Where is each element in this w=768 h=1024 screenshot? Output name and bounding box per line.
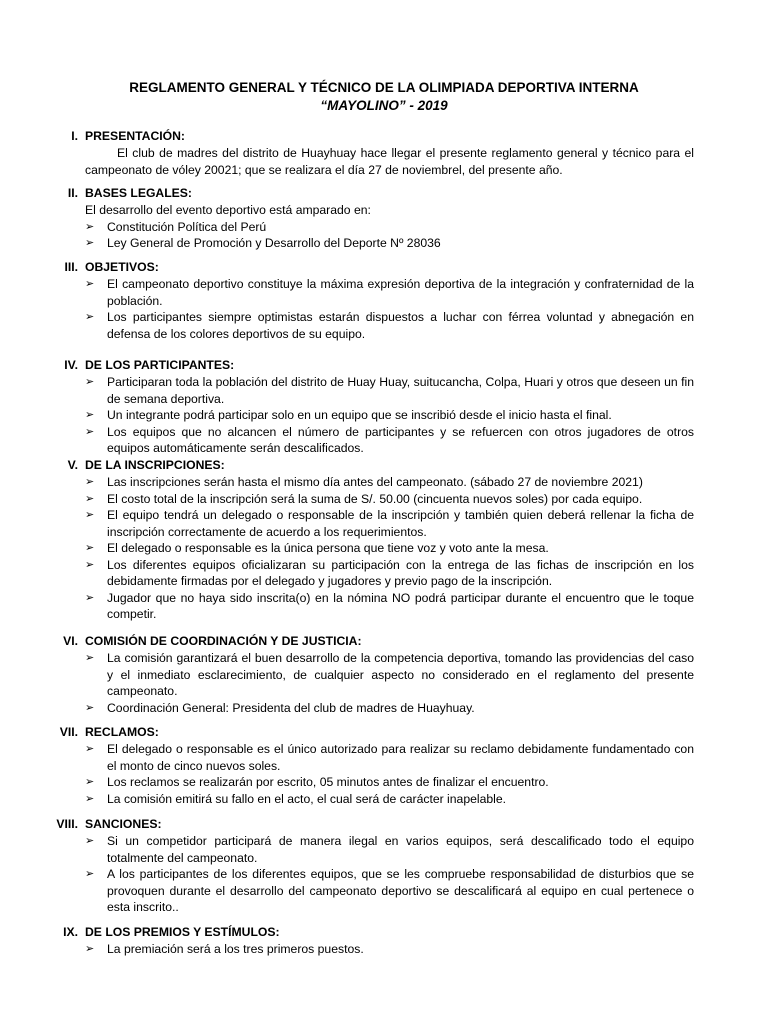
list-item: ➢ La comisión emitirá su fallo en el acto, el cual será de carácter inapelable. bbox=[85, 791, 507, 806]
section-comision bbox=[0, 633, 768, 716]
arrow-bullet-icon: ➢ bbox=[85, 509, 95, 521]
arrow-bullet-icon: ➢ bbox=[85, 652, 95, 664]
list-item: ➢ Si un competidor participará de manera ilegal en varios equipos, será descalificado todo el equipo totalmente del campeonato. bbox=[85, 834, 694, 865]
arrow-bullet-icon: ➢ bbox=[85, 376, 95, 388]
document-subtitle: “MAYOLINO” - 2019 bbox=[320, 98, 448, 113]
list-item: ➢ Jugador que no haya sido inscrita(o) en la nómina NO podrá participar durante el encuentro que le toque competir. bbox=[85, 590, 694, 621]
section-paragraph: El desarrollo del evento deportivo está amparado en: bbox=[85, 203, 371, 217]
section-objetivos bbox=[0, 259, 768, 342]
list-item: ➢ A los participantes de los diferentes equipos, que se les compruebe responsabilidad de disturbios que se provoquen durante el desarrollo del campeonato deportivo se descalificará al equipo en cual pertenece o esta inscrito.. bbox=[85, 867, 694, 914]
arrow-bullet-icon: ➢ bbox=[85, 311, 95, 323]
section-number: V. bbox=[67, 458, 78, 472]
section-title: RECLAMOS: bbox=[85, 725, 159, 739]
arrow-bullet-icon: ➢ bbox=[85, 237, 95, 249]
section-title: SANCIONES: bbox=[85, 817, 162, 831]
list-item: ➢ La comisión garantizará el buen desarrollo de la competencia deportiva, tomando las providencias del caso y el inmediato esclarecimiento, de cualquier aspecto no considerado en el reglamento del presente campeonato. bbox=[85, 651, 694, 698]
section-number: VII. bbox=[59, 725, 78, 739]
arrow-bullet-icon: ➢ bbox=[85, 476, 95, 488]
list-item: ➢ Constitución Política del Perú bbox=[85, 219, 267, 234]
arrow-bullet-icon: ➢ bbox=[85, 943, 95, 955]
list-item: ➢ Coordinación General: Presidenta del club de madres de Huayhuay. bbox=[85, 700, 475, 715]
arrow-bullet-icon: ➢ bbox=[85, 558, 95, 571]
list-item: ➢ El delegado o responsable es el único autorizado para realizar su reclamo debidamente fundamentado con el monto de cinco nuevos soles. bbox=[85, 742, 694, 773]
list-item: ➢ Las inscripciones serán hasta el mismo día antes del campeonato. (sábado 27 de noviembre 2021) bbox=[85, 475, 643, 489]
section-number: IX. bbox=[63, 925, 78, 939]
arrow-bullet-icon: ➢ bbox=[85, 835, 95, 847]
list-item: ➢ Participaran toda la población del distrito de Huay Huay, suitucancha, Colpa, Huari y otros que deseen un fin de semana deportiva. bbox=[85, 375, 694, 406]
arrow-bullet-icon: ➢ bbox=[85, 776, 95, 788]
arrow-bullet-icon: ➢ bbox=[85, 278, 95, 290]
section-bases-legales bbox=[0, 185, 768, 252]
arrow-bullet-icon: ➢ bbox=[85, 409, 95, 421]
section-title: COMISIÓN DE COORDINACIÓN Y DE JUSTICIA: bbox=[85, 634, 362, 648]
section-presentacion bbox=[0, 128, 768, 178]
list-item: ➢ Los participantes siempre optimistas estarán dispuestos a luchar con férrea voluntad y abnegación en defensa de los colores deportivos de su equipo. bbox=[85, 310, 694, 341]
section-number: IV. bbox=[64, 358, 78, 372]
list-item: ➢ El campeonato deportivo constituye la máxima expresión deportiva de la integración y confraternidad de la población. bbox=[85, 277, 694, 308]
list-item: ➢ El delegado o responsable es la única persona que tiene voz y voto ante la mesa. bbox=[85, 541, 549, 555]
arrow-bullet-icon: ➢ bbox=[85, 868, 95, 880]
section-title: OBJETIVOS: bbox=[85, 260, 159, 274]
list-item: ➢ Los equipos que no alcancen el número de participantes y se refuercen con otros jugadores de otros equipos automáticamente serán descalificados. bbox=[85, 424, 694, 455]
section-title: PRESENTACIÓN: bbox=[85, 129, 185, 143]
section-title: DE LOS PARTICIPANTES: bbox=[85, 358, 235, 372]
section-reclamos bbox=[0, 724, 768, 807]
document-title: REGLAMENTO GENERAL Y TÉCNICO DE LA OLIMPIADA DEPORTIVA INTERNA bbox=[129, 80, 639, 95]
section-title: DE LOS PREMIOS Y ESTÍMULOS: bbox=[85, 925, 280, 939]
section-number: VIII. bbox=[56, 817, 78, 831]
arrow-bullet-icon: ➢ bbox=[85, 591, 95, 604]
section-number: II. bbox=[67, 186, 78, 200]
section-sanciones bbox=[0, 816, 768, 916]
section-paragraph: El club de madres del distrito de Huayhuay hace llegar el presente reglamento general y técnico para el campeonato de vóley 20021; que se realizara el día 27 de noviembrel, del presente año. bbox=[85, 146, 694, 177]
section-premios bbox=[0, 924, 768, 958]
section-participantes bbox=[0, 357, 768, 457]
list-item: ➢ Ley General de Promoción y Desarrollo del Deporte Nº 28036 bbox=[85, 236, 441, 250]
list-item: ➢ Los reclamos se realizarán por escrito, 05 minutos antes de finalizar el encuentro. bbox=[85, 775, 549, 789]
arrow-bullet-icon: ➢ bbox=[85, 220, 95, 233]
section-title: DE LA INSCRIPCIONES: bbox=[85, 458, 225, 472]
arrow-bullet-icon: ➢ bbox=[85, 792, 95, 805]
section-number: VI. bbox=[63, 634, 78, 648]
arrow-bullet-icon: ➢ bbox=[85, 743, 95, 755]
section-number: I. bbox=[71, 129, 78, 143]
list-item: ➢ Un integrante podrá participar solo en un equipo que se inscribió desde el inicio hasta el final. bbox=[85, 408, 612, 422]
arrow-bullet-icon: ➢ bbox=[85, 701, 95, 714]
list-item: ➢ Los diferentes equipos oficializaran su participación con la entrega de las fichas de inscripción en los debidamente firmadas por el delegado y jugadores y previo pago de la inscripción. bbox=[85, 557, 694, 588]
section-inscripciones bbox=[0, 457, 768, 623]
arrow-bullet-icon: ➢ bbox=[85, 425, 95, 438]
list-item: ➢ El costo total de la inscripción será la suma de S/. 50.00 (cincuenta nuevos soles) por cada equipo. bbox=[85, 491, 643, 506]
section-number: III. bbox=[64, 260, 78, 274]
section-title: BASES LEGALES: bbox=[85, 186, 192, 200]
list-item: ➢ El equipo tendrá un delegado o responsable de la inscripción y también quien deberá rellenar la ficha de inscripción correctamente de acuerdo a los requerimientos. bbox=[85, 508, 694, 539]
arrow-bullet-icon: ➢ bbox=[85, 542, 95, 554]
arrow-bullet-icon: ➢ bbox=[85, 492, 95, 505]
list-item: ➢ La premiación será a los tres primeros puestos. bbox=[85, 942, 364, 956]
